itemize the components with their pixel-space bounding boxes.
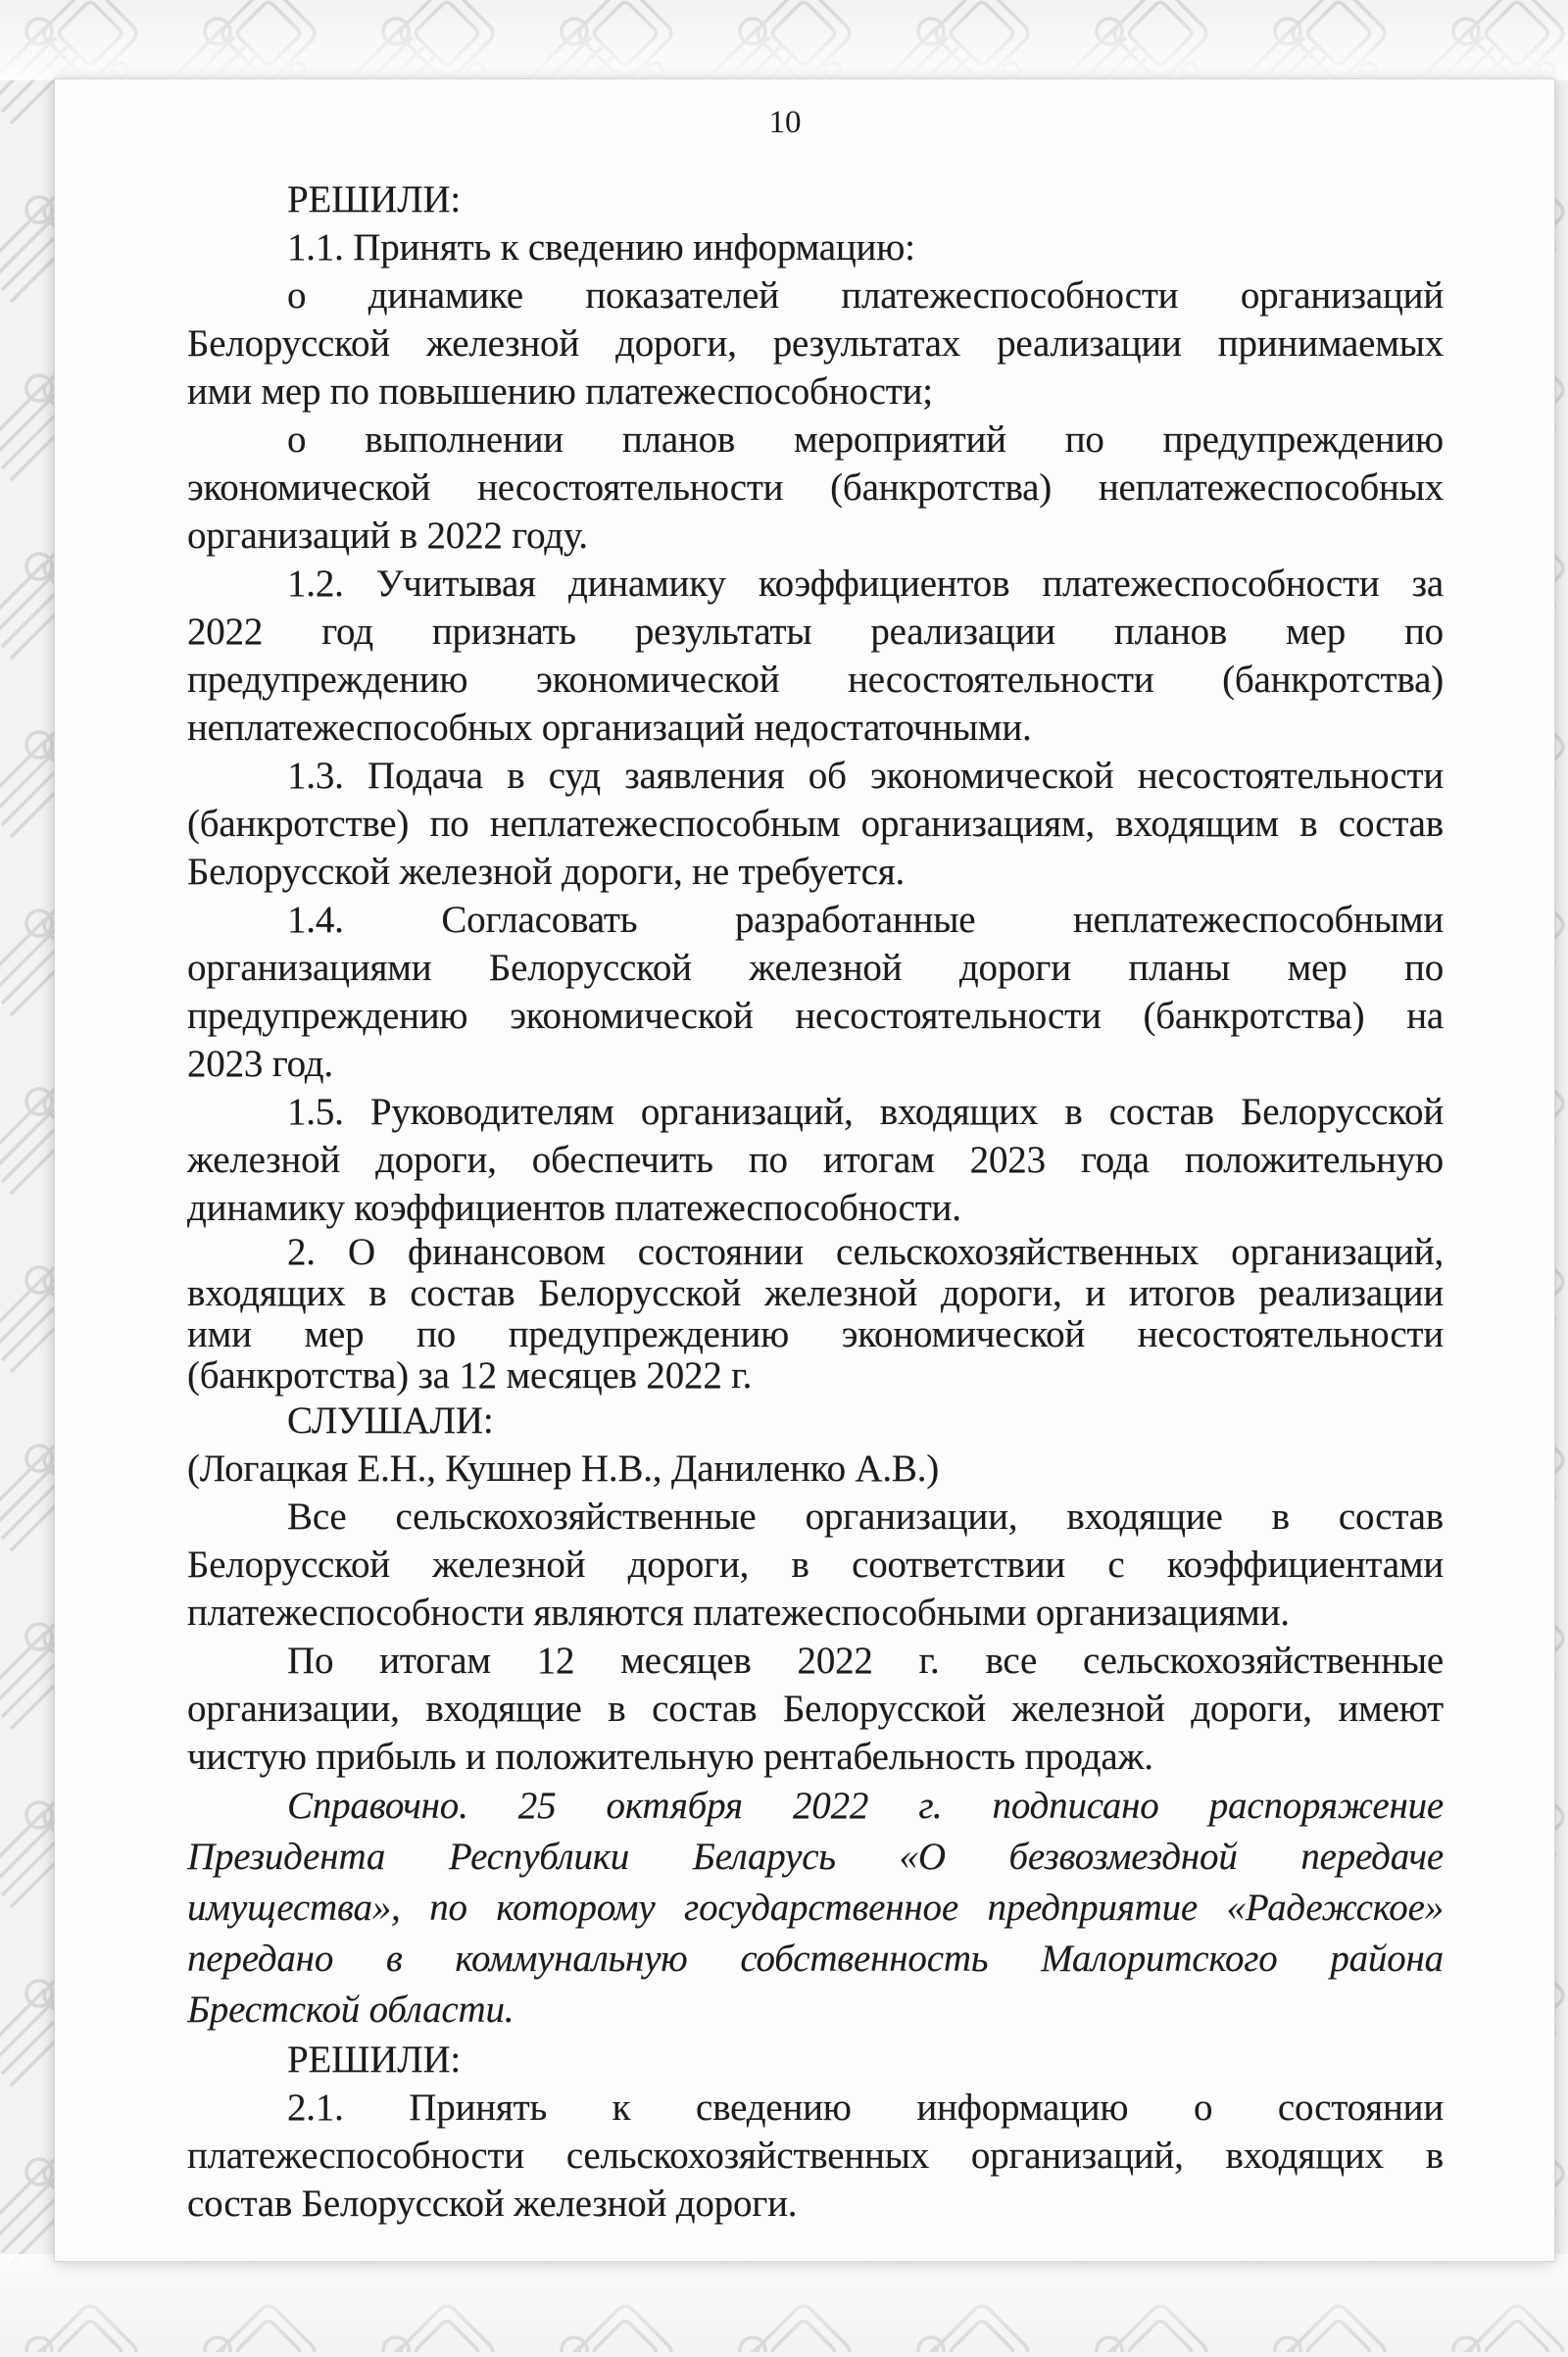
paragraph: [187, 223, 1444, 271]
text-line: экономической несостоятельности (банкротства) неплатежеспособных: [187, 466, 1444, 509]
text-line: Справочно. 25 октября 2022 г. подписано распоряжение: [287, 1785, 1444, 1827]
text-line: имущества», по которому государственное предприятие «Радежское»: [187, 1887, 1444, 1929]
text-line: 1.1. Принять к сведению информацию:: [287, 226, 915, 269]
text-line: платежеспособности являются платежеспособными организациями.: [187, 1592, 1290, 1634]
background-fade-bottom: [0, 2254, 1568, 2352]
text-line: РЕШИЛИ:: [287, 2038, 462, 2081]
paragraph: [187, 1493, 1444, 1637]
text-line: 1.2. Учитывая динамику коэффициентов платежеспособности за: [287, 563, 1444, 605]
text-line: 2023 год.: [187, 1043, 333, 1085]
paragraph: [187, 416, 1444, 560]
text-line: ими мер по предупреждению экономической несостоятельности: [187, 1314, 1444, 1355]
text-line: Брестской области.: [187, 1989, 514, 2031]
text-line: РЕШИЛИ:: [287, 178, 462, 221]
paragraph: [187, 271, 1444, 416]
document-page: [54, 78, 1555, 2262]
paragraph: [187, 1637, 1444, 1781]
paragraph: [187, 2084, 1444, 2228]
text-line: Все сельскохозяйственные организации, входящие в состав: [287, 1496, 1444, 1538]
paragraph: [187, 2036, 1444, 2084]
text-line: (Логацкая Е.Н., Кушнер Н.В., Даниленко А.В.): [187, 1448, 940, 1490]
text-line: предупреждению экономической несостоятельности (банкротства): [187, 659, 1444, 701]
text-line: состав Белорусской железной дороги.: [187, 2183, 798, 2225]
text-line: чистую прибыль и положительную рентабельность продаж.: [187, 1736, 1153, 1778]
paragraph: [187, 175, 1444, 223]
text-line: 1.5. Руководителям организаций, входящих в состав Белорусской: [287, 1091, 1444, 1133]
paragraph: [187, 560, 1444, 752]
paragraph: [187, 1088, 1444, 1232]
paragraph: [187, 896, 1444, 1088]
text-line: организациями Белорусской железной дороги планы мер по: [187, 947, 1444, 989]
text-line: Белорусской железной дороги, результатах реализации принимаемых: [187, 322, 1444, 365]
text-line: 2. О финансовом состоянии сельскохозяйственных организаций,: [287, 1232, 1444, 1273]
text-line: входящих в состав Белорусской железной дороги, и итогов реализации: [187, 1273, 1444, 1314]
paragraph: [187, 1781, 1444, 2036]
background-fade-top: [0, 0, 1568, 80]
text-line: платежеспособности сельскохозяйственных организаций, входящих в: [187, 2135, 1444, 2177]
text-line: Белорусской железной дороги, не требуется.: [187, 851, 905, 893]
text-line: организации, входящие в состав Белорусской железной дороги, имеют: [187, 1688, 1444, 1730]
text-line: 1.4. Согласовать разработанные неплатежеспособными: [287, 899, 1444, 941]
text-line: железной дороги, обеспечить по итогам 2023 года положительную: [187, 1139, 1444, 1181]
text-line: неплатежеспособных организаций недостаточными.: [187, 707, 1032, 749]
text-line: (банкротстве) по неплатежеспособным организациям, входящим в состав: [187, 803, 1444, 845]
paragraph: [187, 752, 1444, 896]
text-line: (банкротства) за 12 месяцев 2022 г.: [187, 1355, 753, 1397]
text-line: СЛУШАЛИ:: [287, 1399, 494, 1442]
text-line: 1.3. Подача в суд заявления об экономической несостоятельности: [287, 755, 1444, 797]
text-line: Президента Республики Беларусь «О безвозмездной передаче: [187, 1836, 1444, 1878]
text-line: 2.1. Принять к сведению информацию о состоянии: [287, 2087, 1444, 2129]
text-line: динамику коэффициентов платежеспособности.: [187, 1187, 961, 1229]
text-line: 2022 год признать результаты реализации планов мер по: [187, 611, 1444, 653]
page-number: 10: [768, 105, 802, 140]
text-line: Белорусской железной дороги, в соответствии с коэффициентами: [187, 1544, 1444, 1586]
paragraph: [187, 1397, 1444, 1445]
text-line: о динамике показателей платежеспособности организаций: [287, 274, 1444, 317]
text-line: организаций в 2022 году.: [187, 515, 588, 557]
text-line: ими мер по повышению платежеспособности;: [187, 370, 933, 413]
text-line: По итогам 12 месяцев 2022 г. все сельскохозяйственные: [287, 1640, 1444, 1682]
text-line: предупреждению экономической несостоятельности (банкротства) на: [187, 995, 1444, 1037]
text-block: [187, 175, 1444, 2228]
text-line: передано в коммунальную собственность Малоритского района: [187, 1938, 1444, 1980]
text-line: о выполнении планов мероприятий по предупреждению: [287, 418, 1444, 461]
paragraph: [187, 1232, 1444, 1397]
paragraph: [187, 1445, 1444, 1493]
